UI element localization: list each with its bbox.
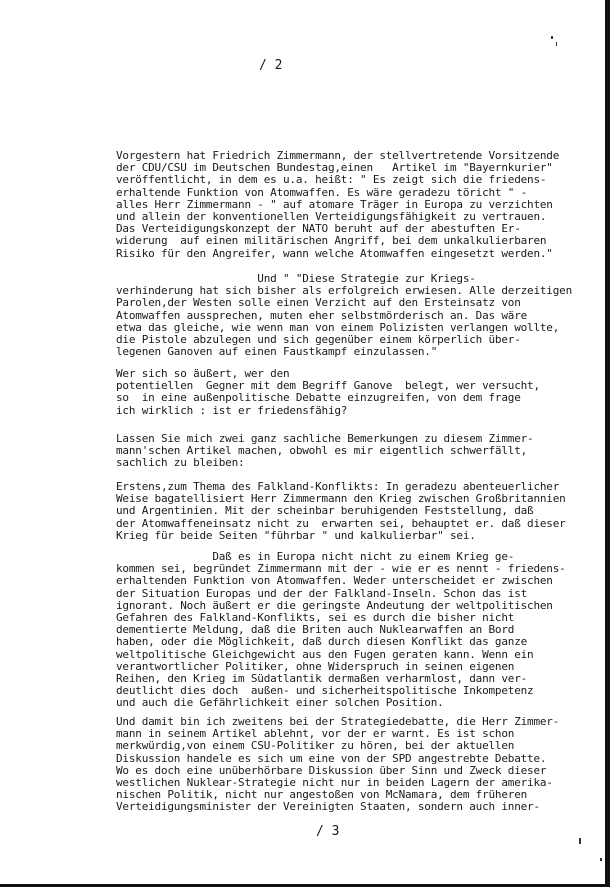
text-line: dementierte Meldung, daß die Briten auch Nuklearwaffen an Bord	[116, 624, 515, 637]
scan-speck	[579, 838, 581, 844]
text-line: Diskussion handele es sich um eine von der SPD angestrebte Debatte.	[116, 752, 547, 765]
text-line: Verteidigungsminister der Vereinigten Staaten, sondern auch inner-	[116, 801, 540, 814]
text-line: alles Herr Zimmermann - " auf atomare Träger in Europa zu verzichten	[116, 198, 553, 211]
text-line: Lassen Sie mich zwei ganz sachliche Bemerkungen zu diesem Zimmer-	[116, 433, 534, 445]
text-line: und Argentinien. Mit der scheinbar beruhigenden Feststellung, daß	[116, 505, 534, 518]
text-line: Parolen,der Westen solle einen Verzicht auf den Ersteinsatz von	[116, 297, 521, 310]
text-line: westlichen Nuklear-Strategie nicht nur in beiden Lagern der amerika-	[116, 776, 553, 789]
text-line: potentiellen Gegner mit dem Begriff Ganove belegt, wer versucht,	[116, 380, 540, 393]
paragraph-5	[116, 481, 604, 542]
text-line: Gefahren des Falkland-Konflikts, sei es durch die bisher nicht	[116, 611, 515, 624]
text-line: merkwürdig,von einem CSU-Politiker zu hören, bei der aktuellen	[116, 740, 515, 753]
text-line: Daß es in Europa nicht nicht zu einem Krieg ge-	[116, 551, 515, 563]
text-line: etwa das gleiche, wie wenn man von einem Polizisten verlangen wollte,	[116, 321, 560, 334]
text-line: Atomwaffen aussprechen, muten eher selbstmörderisch an. Das wäre	[116, 309, 528, 322]
text-line: sachlich zu bleiben:	[116, 457, 245, 470]
scan-speck	[551, 36, 553, 39]
text-line: ich wirklich : ist er friedensfähig?	[116, 404, 348, 417]
text-line: Krieg für beide Seiten "führbar " und kalkulierbar" sei.	[116, 529, 476, 542]
text-line: weltpolitische Gleichgewicht aus den Fugen geraten kann. Wenn ein	[116, 648, 534, 661]
text-line: legenen Ganoven auf einen Faustkampf einzulassen."	[116, 346, 438, 359]
text-line: Und damit bin ich zweitens bei der Strategiedebatte, die Herr Zimmer-	[116, 716, 560, 728]
text-line: haben, oder die Möglichkeit, daß durch diesen Konflikt das ganze	[116, 636, 528, 649]
text-line: der CDU/CSU im Deutschen Bundestag,einen Artikel im "Bayernkurier"	[116, 162, 553, 175]
text-line: widerung auf einen militärischen Angriff, bei dem unkalkulierbaren	[116, 235, 547, 248]
text-line: die Pistole abzulegen und sich gegenüber einem körperlich über-	[116, 333, 521, 346]
text-line: nischen Politik, nicht nur angestoßen von McNamara, dem früheren	[116, 789, 528, 802]
scan-speck	[600, 858, 602, 861]
text-line: und auch die Gefährlichkeit einer solchen Position.	[116, 697, 444, 710]
scan-speck	[556, 42, 557, 46]
text-line: Und " "Diese Strategie zur Kriegs-	[116, 273, 476, 285]
paragraph-3	[116, 368, 604, 417]
text-line: kommen sei, begründet Zimmermann mit der - wie er es nennt - friedens-	[116, 563, 566, 576]
text-line: Risiko für den Angreifer, wann welche Atomwaffen eingesetzt werden."	[116, 247, 553, 260]
page-header-number: / 2	[259, 58, 283, 73]
text-line: erhaltende Funktion von Atomwaffen. Es wäre geradezu töricht " -	[116, 186, 528, 199]
text-line: Erstens,zum Thema des Falkland-Konflikts: In geradezu abenteuerlicher	[116, 481, 560, 493]
text-line: Wo es doch eine unüberhörbare Diskussion über Sinn und Zweck dieser	[116, 764, 547, 777]
paragraph-2	[116, 273, 604, 358]
text-line: der Atomwaffeneinsatz nicht zu erwarten sei, behauptet er. daß dieser	[116, 517, 566, 530]
text-line: Wer sich so äußert, wer den	[116, 368, 290, 380]
text-line: der Situation Europas und der der Falkland-Inseln. Schon das ist	[116, 587, 528, 600]
text-line: Das Verteidigungskonzept der NATO beruht auf der abestuften Er-	[116, 223, 521, 236]
text-line: so in eine außenpolitische Debatte einzugreifen, von dem frage	[116, 392, 521, 405]
text-line: erhaltenden Funktion von Atomwaffen. Weder unterscheidet er zwischen	[116, 575, 553, 588]
paragraph-4	[116, 433, 604, 470]
paragraph-7	[116, 716, 604, 814]
text-line: Weise bagatellisiert Herr Zimmermann den Krieg zwischen Großbritannien	[116, 493, 566, 506]
text-line: mann in seinem Artikel ablehnt, vor der er warnt. Es ist schon	[116, 728, 515, 741]
text-line: Reihen, den Krieg im Südatlantik dermaßen verharmlost, dann ver-	[116, 672, 528, 685]
text-line: deutlicht dies doch außen- und sicherheitspolitische Inkompetenz	[116, 685, 534, 698]
text-line: veröffentlicht, in dem es u.a. heißt: " Es zeigt sich die friedens-	[116, 174, 547, 187]
paragraph-1	[116, 150, 604, 260]
page-footer-number: / 3	[316, 824, 340, 839]
text-line: verhinderung hat sich bisher als erfolgreich erwiesen. Alle derzeitigen	[116, 285, 573, 298]
paragraph-6	[116, 551, 604, 709]
text-line: ignorant. Noch äußert er die geringste Andeutung der weltpolitischen	[116, 599, 553, 612]
text-line: und allein der konventionellen Verteidigungsfähigkeit zu vertrauen.	[116, 210, 547, 223]
text-line: verantwortlicher Politiker, ohne Widerspruch in seinen eigenen	[116, 660, 515, 673]
text-line: mann'schen Artikel machen, obwohl es mir eigentlich schwerfällt,	[116, 445, 528, 458]
text-line: Vorgestern hat Friedrich Zimmermann, der stellvertretende Vorsitzende	[116, 150, 560, 162]
